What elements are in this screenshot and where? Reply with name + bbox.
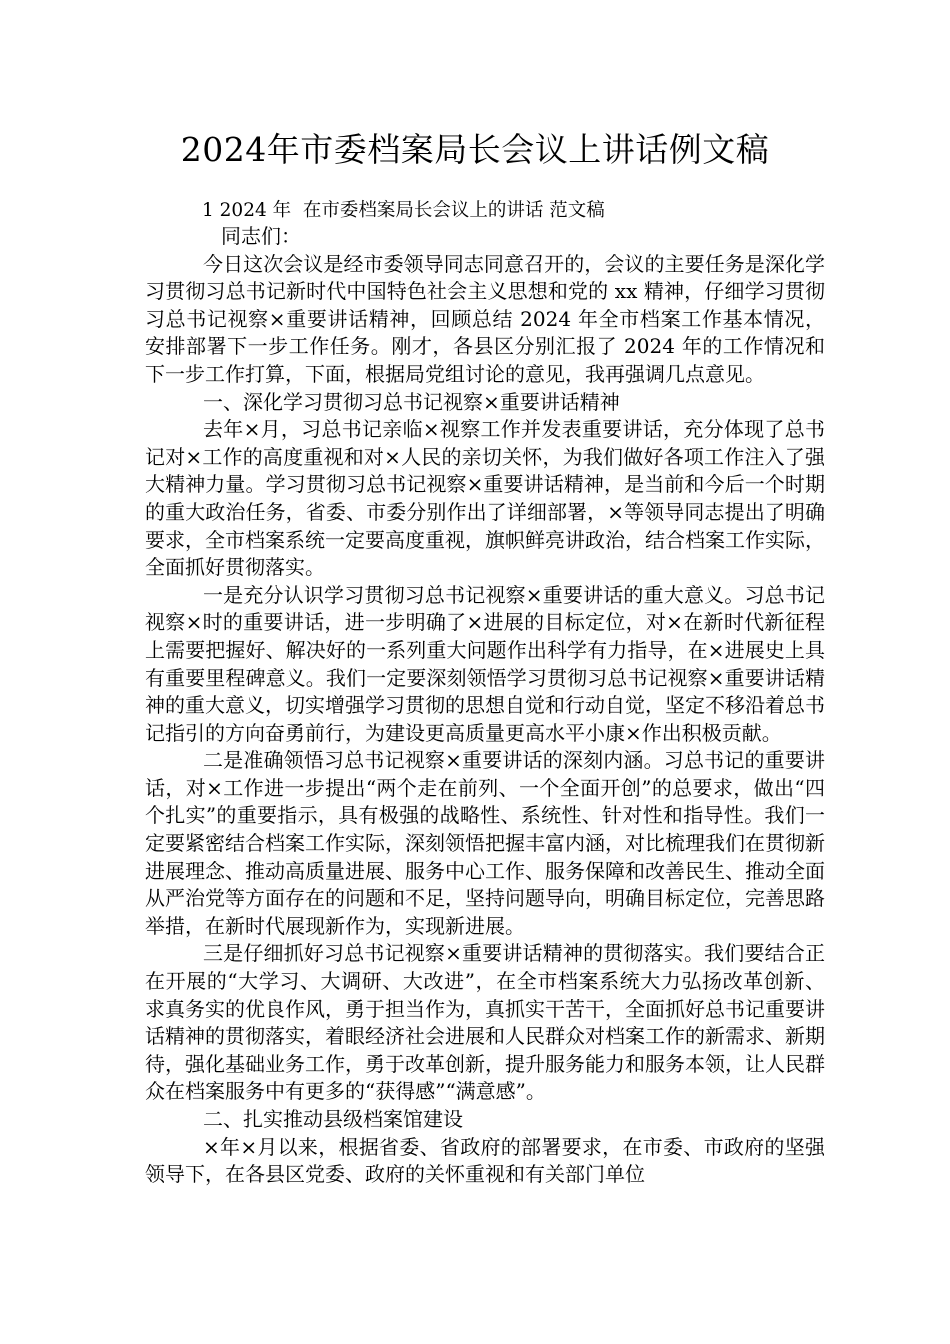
paragraph-section-1: 去年×月，习总书记亲临×视察工作并发表重要讲话，充分体现了总书记对×工作的高度重视和对×人民的亲切关怀，为我们做好各项工作注入了强大精神力量。学习贯彻习总书记视察×重要讲话精神，是当前和今后一个时期的重大政治任务，省委、市委分别作出了详细部署，×等领导同志提出了明确要求，全市档案系统一定要高度重视，旗帜鲜亮讲政治，结合档案工作实际，全面抓好贯彻落实。: [145, 417, 825, 580]
document-title: 2024年市委档案局长会议上讲话例文稿: [180, 130, 770, 169]
paragraph-section-2: ×年×月以来，根据省委、省政府的部署要求，在市委、市政府的坚强领导下，在各县区党委、政府的关怀重视和有关部门单位: [145, 1134, 825, 1187]
paragraph-point-2: 二是准确领悟习总书记视察×重要讲话的深刻内涵。习总书记的重要讲话，对×工作进一步提出“两个走在前列、一个全面开创”的总要求，做出“四个扎实”的重要指示，具有极强的战略性、系统性、针对性和指导性。我们一定要紧密结合档案工作实际，深刻领悟把握丰富内涵，对比梳理我们在贯彻新进展理念、推动高质量进展、服务中心工作、服务保障和改善民生、推动全面从严治党等方面存在的问题和不足，坚持问题导向，明确目标定位，完善思路举措，在新时代展现新作为，实现新进展。: [145, 748, 825, 938]
paragraph-point-3: 三是仔细抓好习总书记视察×重要讲话精神的贯彻落实。我们要结合正在开展的“大学习、大调研、大改进”，在全市档案系统大力弘扬改革创新、求真务实的优良作风，勇于担当作为，真抓实干苦干，全面抓好总书记重要讲话精神的贯彻落实，着眼经济社会进展和人民群众对档案工作的新需求、新期待，强化基础业务工作，勇于改革创新，提升服务能力和服务本领，让人民群众在档案服务中有更多的“获得感”“满意感”。: [145, 941, 825, 1104]
document-subtitle: 1 2024 年 在市委档案局长会议上的讲话 范文稿: [202, 200, 605, 221]
section-heading-2: 二、扎实推动县级档案馆建设: [203, 1107, 463, 1131]
paragraph-point-1: 一是充分认识学习贯彻习总书记视察×重要讲话的重大意义。习总书记视察×时的重要讲话，进一步明确了×进展的目标定位，对×在新时代新征程上需要把握好、解决好的一系列重大问题作出科学有力指导，在×进展史上具有重要里程碑意义。我们一定要深刻领悟学习贯彻习总书记视察×重要讲话精神的重大意义，切实增强学习贯彻的思想自觉和行动自觉，坚定不移沿着总书记指引的方向奋勇前行，为建设更高质量更高水平小康×作出积极贡献。: [145, 582, 825, 745]
section-heading-1: 一、深化学习贯彻习总书记视察×重要讲话精神: [203, 389, 620, 414]
paragraph-intro: 今日这次会议是经市委领导同志同意召开的，会议的主要任务是深化学习贯彻习总书记新时代中国特色社会主义思想和党的 xx 精神，仔细学习贯彻习总书记视察×重要讲话精神，回顾总结 2024 年全市档案工作基本情况，安排部署下一步工作任务。刚才，各县区分别汇报了 2024 年的工作情况和下一步工作打算，下面，根据局党组讨论的意见，我再强调几点意见。: [145, 251, 825, 386]
document-body: [145, 223, 825, 1189]
greeting: 同志们：: [221, 224, 301, 248]
